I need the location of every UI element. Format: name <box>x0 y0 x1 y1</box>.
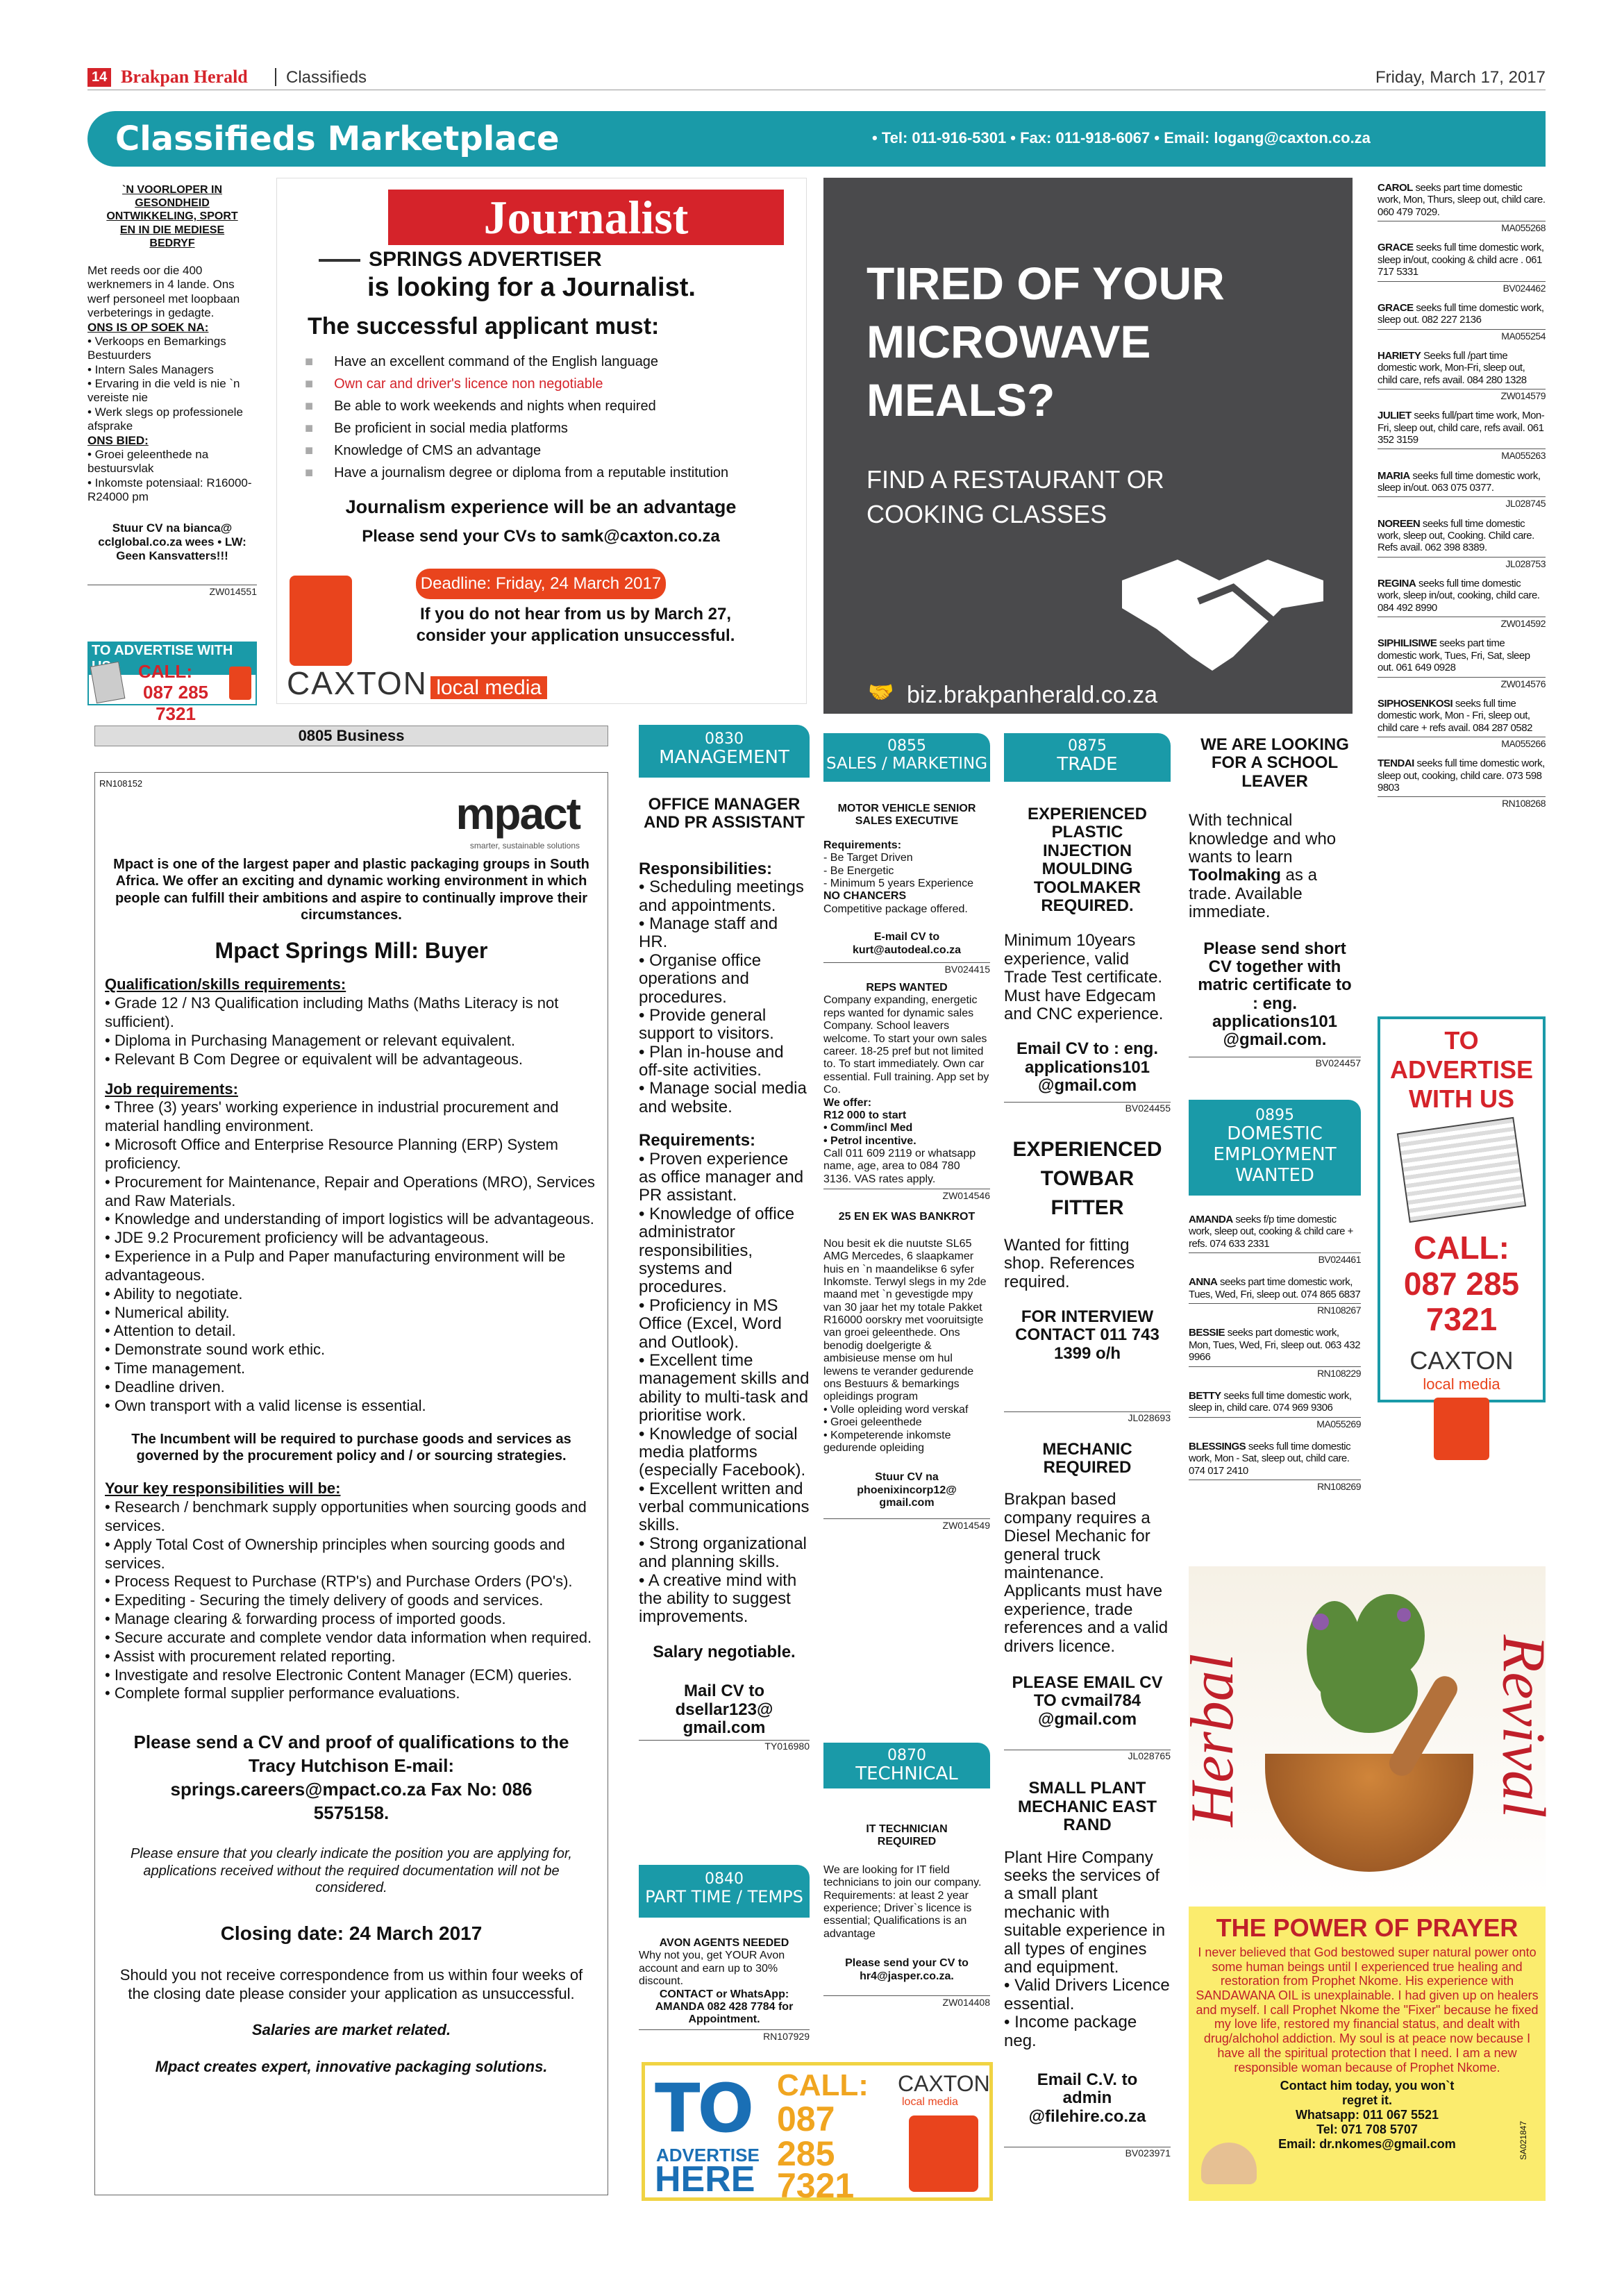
list-item: • Organise office operations and procedures. <box>639 950 762 1007</box>
ad-here: HERE <box>655 2159 755 2199</box>
voorloper-contact: Stuur CV na bianca@ cclglobal.co.za wees • LW: Geen Kansvatters!!! <box>98 521 246 563</box>
list-item: JULIET seeks full/part time work, Mon-Fri, sleep out, child care, refs avail. 061 352 3159 MA055263 <box>1378 410 1546 462</box>
ad-email: E-mail CV to kurt@autodeal.co.za <box>852 931 962 956</box>
list-item: • Volle opleiding word verskaf <box>823 1403 969 1416</box>
microwave-ad <box>823 178 1353 714</box>
list-item: • Income package neg. <box>1004 2013 1137 2050</box>
mpact-correspond: Should you not receive correspondence from us within four weeks of the closing date please consider your application as unsuccessful. <box>119 1966 583 2002</box>
caxton-logo-icon <box>290 576 352 666</box>
offer-head: We offer: <box>823 1096 872 1109</box>
caxton-wordmark <box>287 664 547 702</box>
ad-title: EXPERIENCED TOWBAR FITTER <box>1012 1137 1162 1219</box>
list-item: • Manage staff and HR. <box>639 914 778 952</box>
ad-phone-1: 087 <box>777 2100 835 2138</box>
list-item: • Grade 12 / N3 Qualification including Maths (Maths Literacy is not sufficient). <box>105 994 559 1031</box>
list-item: • Manage social media and website. <box>639 1079 807 1116</box>
voorloper-soek-list <box>87 335 257 434</box>
ad-advertise: ADVERTISE <box>656 2145 760 2165</box>
ad-email: PLEASE EMAIL CV TO cvmail784 @gmail.com <box>1012 1673 1163 1729</box>
list-item: • Procurement for Maintenance, Repair and Operations (MRO), Services and Raw Materials. <box>105 1173 595 1209</box>
resp-head: Responsibilities: <box>639 859 773 878</box>
adv-with: WITH US <box>1409 1084 1514 1113</box>
ad-ref: BV024455 <box>1004 1102 1171 1114</box>
mpact-ad <box>94 772 608 2195</box>
section-sales <box>823 733 990 782</box>
brand-name: Brakpan Herald <box>121 67 248 87</box>
page-number: 14 <box>87 68 111 87</box>
list-item: ■ Be proficient in social media platforms <box>305 421 568 436</box>
ad-title: MECHANIC REQUIRED <box>1042 1439 1132 1477</box>
mpact-logo <box>456 787 580 851</box>
ad-body: Minimum 10years experience, valid Trade Test certificate. Must have Edgecam and CNC experience. <box>1004 931 1164 1023</box>
ad-contact: Please send short CV together with matric certificate to : eng. applications101 @gmail.com. <box>1198 939 1352 1050</box>
section-label: TECHNICAL <box>855 1763 958 1785</box>
list-item: • Relevant B Com Degree or equivalent will be advantageous. <box>105 1050 524 1068</box>
section-number: 0840 <box>705 1870 744 1888</box>
list-item: • Ability to negotiate. <box>105 1284 243 1302</box>
adv-call: CALL: <box>1414 1230 1509 1266</box>
list-item: • Complete formal supplier performance evaluations. <box>105 1684 460 1702</box>
list-item: • Knowledge of social media platforms (especially Facebook). <box>639 1424 806 1480</box>
sales-ads <box>823 803 990 1531</box>
list-item: • JDE 9.2 Procurement proficiency will be advantageous. <box>105 1229 489 1247</box>
req-head: Requirements: <box>639 1131 756 1150</box>
list-item: TENDAI seeks full time domestic work, sleep out, cooking, child care. 073 598 9803 RN108268 <box>1378 757 1546 810</box>
business-section-head: 0805 Business <box>94 726 608 746</box>
ad-body: Wanted for fitting shop. References required. <box>1004 1235 1135 1291</box>
voorloper-ad <box>87 183 257 598</box>
mpact-closing: Closing date: 24 March 2017 <box>220 1922 483 1944</box>
trade-ads <box>1004 805 1171 2159</box>
journalist-notice: If you do not hear from us by March 27, consider your application unsuccessful. <box>416 605 735 646</box>
list-item: • Intern Sales Managers <box>87 362 214 376</box>
list-item: • Manage clearing & forwarding process of imported goods. <box>105 1610 506 1628</box>
list-item: ■ Be able to work weekends and nights when required <box>305 399 656 414</box>
list-item: • Assist with procurement related reporting. <box>105 1647 396 1665</box>
journalist-title: Journalist <box>388 190 784 245</box>
list-item: SIPHOSENKOSI seeks full time domestic work, Mon - Fri, sleep out, child care + refs avail. 084 287 0582 MA055266 <box>1378 697 1546 750</box>
ad-ref: BV024415 <box>823 962 990 975</box>
ad-ref: JL028693 <box>1004 1411 1171 1423</box>
list-item: ■ Knowledge of CMS an advantage <box>305 443 542 458</box>
section-label: SALES / MARKETING <box>826 755 988 773</box>
req-list <box>639 1150 810 1627</box>
list-item: GRACE seeks full time domestic work, sleep in/out, cooking & child acre . 061 717 5331 BV024462 <box>1378 242 1546 294</box>
ad-ref: ZW014549 <box>823 1518 990 1531</box>
small-ad-line1: TO ADVERTISE WITH <box>89 643 256 675</box>
ad-title: SMALL PLANT MECHANIC EAST RAND <box>1017 1779 1157 1835</box>
ad-phone-2: 285 <box>777 2134 835 2173</box>
list-item: • Three (3) years' working experience in industrial procurement and material handling environment. <box>105 1098 559 1135</box>
qual-list <box>105 994 598 1069</box>
list-item: • Excellent written and verbal communications skills. <box>639 1479 810 1535</box>
section-label: DOMESTIC EMPLOYMENT WANTED <box>1213 1123 1337 1187</box>
list-item: • Groei geleenthede na bestuursvlak <box>87 448 209 476</box>
journalist-ad <box>276 178 807 704</box>
ad-ref: ZW014408 <box>823 1995 990 2008</box>
prayer-contact: Contact him today, you won`t regret it. <box>1280 2079 1455 2108</box>
list-item: • Knowledge of office administrator responsibilities, systems and procedures. <box>639 1204 795 1297</box>
herbal-left-text: Herbal <box>1179 1653 1247 1827</box>
mortar-bowl-icon <box>1265 1754 1473 1872</box>
section-trade <box>1004 733 1171 782</box>
microwave-url[interactable]: biz.brakpanherald.co.za <box>907 682 1158 708</box>
small-ad-phone: 087 285 7321 <box>143 682 208 724</box>
ad-ref: RN107929 <box>639 2029 810 2042</box>
list-item: GRACE seeks full time domestic work, sleep out. 082 227 2136 MA055254 <box>1378 301 1546 342</box>
list-item: • Attention to detail. <box>105 1322 236 1340</box>
ad-title: EXPERIENCED PLASTIC INJECTION MOULDING TOOLMAKER REQUIRED. <box>1027 805 1148 915</box>
ad-package: Competitive package offered. <box>823 903 968 915</box>
section-label: MANAGEMENT <box>659 747 789 769</box>
newspaper-icon <box>90 662 126 703</box>
list-item: AMANDA seeks f/p time domestic work, sleep out, cooking & child care + refs. 074 633 2331 BV024461 <box>1189 1214 1361 1266</box>
caxton-logo-icon <box>1434 1398 1489 1460</box>
list-item: NOREEN seeks full time domestic work, sleep out, Cooking. Child care. Refs avail. 062 398 8389. JL028753 <box>1378 517 1546 569</box>
section-number: 0830 <box>705 730 744 748</box>
ad-phone-3: 7321 <box>777 2166 855 2205</box>
section-name: Classifieds <box>286 68 367 87</box>
voorloper-soek-head: ONS IS OP SOEK NA: <box>87 320 209 334</box>
list-item: • Plan in-house and off-site activities. <box>639 1042 784 1080</box>
list-item: • Demonstrate sound work ethic. <box>105 1341 326 1359</box>
office-manager-ad <box>639 796 810 1752</box>
handshake-icon <box>1115 553 1330 678</box>
caxton-local: local media <box>430 676 547 699</box>
ad-title: AVON AGENTS NEEDED <box>659 1937 789 1949</box>
ad-body: Brakpan based company requires a Diesel Mechanic for general truck maintenance. Applicants must have experience, trade references and a valid drivers licence. <box>1004 1490 1169 1656</box>
list-item: • Expediting - Securing the timely delivery of goods and services. <box>105 1591 544 1609</box>
list-item: • Time management. <box>105 1359 246 1377</box>
ad-email: Email CV to : eng. applications101 @gmail.com <box>1016 1039 1159 1096</box>
power-of-prayer-ad <box>1189 1907 1546 2201</box>
ad-contact: Stuur CV na phoenixincorp12@ gmail.com <box>857 1471 957 1509</box>
ad-ref: BV024457 <box>1189 1057 1361 1069</box>
link-icon: 🤝 <box>868 681 894 704</box>
list-item: • Knowledge and understanding of import logistics will be advantageous. <box>105 1210 594 1228</box>
journalist-line1: SPRINGS ADVERTISER <box>369 248 602 271</box>
list-item: • Proven experience as office manager and PR assistant. <box>639 1149 804 1205</box>
ad-title: WE ARE LOOKING FOR A SCHOOL LEAVER <box>1200 735 1349 791</box>
ad-body: With technical knowledge and who wants to learn Toolmaking as a trade. Available immediate. <box>1189 811 1337 922</box>
ad-ref: ZW014546 <box>823 1189 990 1201</box>
ad-email: Email C.V. to admin @filehire.co.za <box>1028 2070 1146 2126</box>
resp-head: Your key responsibilities will be: <box>105 1480 341 1498</box>
list-item: • Numerical ability. <box>105 1303 230 1321</box>
list-item: • Werk slegs op professionele afsprake <box>87 405 243 433</box>
job-head: Job requirements: <box>105 1080 238 1098</box>
section-number: 0870 <box>887 1747 926 1764</box>
microwave-headline: TIRED OF YOUR MICROWAVE MEALS? <box>867 258 1225 426</box>
resp-list <box>639 878 810 1116</box>
list-item: • Deadline driven. <box>105 1377 225 1396</box>
voorloper-title: `N VOORLOPER IN GESONDHEID ONTWIKKELING, SPORT EN IN DIE MEDIESE BEDRYF <box>106 184 238 249</box>
voorloper-bied-list <box>87 448 257 505</box>
it-technician-ad <box>823 1823 990 2008</box>
list-item: • Inkomste potensiaal: R16000-R24000 pm <box>87 476 252 504</box>
section-number: 0875 <box>1068 737 1107 755</box>
prayer-title: THE POWER OF PRAYER <box>1216 1913 1518 1942</box>
mpact-tagline: smarter, sustainable solutions <box>469 841 580 851</box>
list-item: CAROL seeks part time domestic work, Mon, Thurs, sleep out, child care. 060 479 7029. MA055268 <box>1378 182 1546 234</box>
ad-title: IT TECHNICIAN REQUIRED <box>866 1823 948 1848</box>
ad-contact: Please send your CV to hr4@jasper.co.za. <box>845 1957 969 1982</box>
list-item: • Provide general support to visitors. <box>639 1005 774 1044</box>
list-item: ANNA seeks part time domestic work, Tues, Wed, Fri, sleep out. 074 865 6837 RN108267 <box>1189 1276 1361 1316</box>
list-item: • Investigate and resolve Electronic Content Manager (ECM) queries. <box>105 1666 572 1684</box>
advertise-with-us-ad <box>1378 1016 1546 1402</box>
no-chancers: NO CHANCERS <box>823 890 907 903</box>
mail-cv: Mail CV to dsellar123@ gmail.com <box>675 1682 773 1737</box>
small-ad-call: CALL: <box>138 661 192 682</box>
journalist-deadline: Deadline: Friday, 24 March 2017 <box>416 569 666 599</box>
classifieds-banner <box>87 111 1546 167</box>
ad-contact: FOR INTERVIEW CONTACT 011 743 1399 o/h <box>1015 1307 1160 1363</box>
banner-title: Classifieds Marketplace <box>115 119 560 158</box>
list-item: REGINA seeks full time domestic work, sleep in/out, cooking, child care. 084 492 8990 ZW014592 <box>1378 578 1546 630</box>
job-list <box>105 1098 598 1415</box>
caxton-logo-icon <box>229 667 251 700</box>
ad-call: Call 011 609 2119 or whatsapp name, age, area to 084 780 3136. VAS rates apply. <box>823 1148 976 1185</box>
caxton-local: local media <box>1423 1375 1500 1393</box>
mpact-intro: Mpact is one of the largest paper and plastic packaging groups in South Africa. We offer an exciting and dynamic working environment in which people can fulfill their ambitions and aspire to continually improve their circumstances. <box>113 856 589 923</box>
journalist-requirements <box>305 351 805 484</box>
list-item: SIPHILISIWE seeks part time domestic work, Tues, Fri, Sat, sleep out. 061 649 0928 ZW014576 <box>1378 637 1546 689</box>
domestic-wanted-list <box>1189 1214 1361 1492</box>
header-divider <box>275 68 276 86</box>
advertise-here-ad <box>642 2062 993 2205</box>
list-item: • Ervaring in die veld is nie `n vereiste nie <box>87 377 240 405</box>
mpact-creates: Mpact creates expert, innovative packaging solutions. <box>155 2058 548 2076</box>
resp-list <box>105 1498 598 1703</box>
page-header <box>87 65 1546 90</box>
list-item: R12 000 to start <box>823 1109 907 1121</box>
list-item: • A creative mind with the ability to suggest improvements. <box>639 1570 797 1627</box>
list-item: • Comm/incl Med <box>823 1122 913 1134</box>
adv-phone: 087 285 7321 <box>1403 1266 1520 1337</box>
journalist-send: Please send your CVs to samk@caxton.co.za <box>362 527 720 546</box>
ad-ref: JL028765 <box>1004 1750 1171 1761</box>
section-label: TRADE <box>1057 754 1118 776</box>
avon-ad <box>639 1937 810 2042</box>
caxton-logo-icon <box>909 2115 978 2192</box>
ad-ref: BV023971 <box>1004 2147 1171 2159</box>
banner-contact: • Tel: 011-916-5301 • Fax: 011-918-6067 • Email: logang@caxton.co.za <box>872 129 1371 146</box>
req-head: Requirements: <box>823 839 902 851</box>
section-number: 0855 <box>887 737 926 755</box>
list-item: BLESSINGS seeks full time domestic work, Mon - Sat, sleep out, child care. 074 017 2410 RN108269 <box>1189 1440 1361 1493</box>
list-item: • Petrol incentive. <box>823 1134 916 1147</box>
list-item: • Verkoops en Bemarkings Bestuurders <box>87 334 226 362</box>
list-item: ■ Have an excellent command of the English language <box>305 354 659 369</box>
list-item: • Experience in a Pulp and Paper manufacturing environment will be advantageous. <box>105 1248 566 1284</box>
journalist-line2: is looking for a Journalist. <box>367 273 696 302</box>
voorloper-bied-head: ONS BIED: <box>87 433 149 447</box>
caxton-name: CAXTON <box>1409 1346 1514 1375</box>
adv-to: TO <box>1444 1026 1479 1055</box>
section-parttime <box>639 1865 810 1918</box>
prayer-email: Email: dr.nkomes@gmail.com <box>1278 2137 1456 2152</box>
list-item: • Excellent time management skills and ability to multi-task and prioritise work. <box>639 1350 810 1425</box>
list-item: - Be Energetic <box>823 864 894 877</box>
list-item: • Diploma in Purchasing Management or relevant equivalent. <box>105 1031 516 1049</box>
section-management <box>639 725 810 778</box>
list-item: • Secure accurate and complete vendor data information when required. <box>105 1628 592 1646</box>
list-item: • Groei geleenthede <box>823 1416 922 1429</box>
ad-title: 25 EN EK WAS BANKROT <box>838 1211 976 1223</box>
prayer-whatsapp: Whatsapp: 011 067 5521 <box>1295 2108 1439 2122</box>
newspaper-icon <box>1397 1117 1526 1223</box>
school-leaver-ad <box>1189 736 1361 1069</box>
ad-to: TO <box>655 2070 752 2147</box>
list-item: • Microsoft Office and Enterprise Resource Planning (ERP) System proficiency. <box>105 1136 558 1172</box>
ad-call: CALL: <box>777 2068 869 2102</box>
mpact-salaries: Salaries are market related. <box>251 2021 451 2039</box>
qual-head: Qualification/skills requirements: <box>105 975 346 994</box>
mpact-ensure: Please ensure that you clearly indicate the position you are applying for, applications received without the required documentation will not be considered. <box>131 1846 572 1896</box>
section-technical <box>823 1743 990 1788</box>
list-item: • Process Request to Purchase (RTP's) and Purchase Orders (PO's). <box>105 1573 573 1591</box>
list-item: BESSIE seeks part domestic work, Mon, Tues, Wed, Fri, sleep out. 063 432 9966 RN108229 <box>1189 1327 1361 1379</box>
ad-ref: ZW014551 <box>87 585 257 598</box>
herbal-right-text: Revival <box>1489 1634 1557 1818</box>
salary: Salary negotiable. <box>653 1642 796 1661</box>
ad-body: Company expanding, energetic reps wanted for dynamic sales Company. School leavers welcome. To start your own sales career. 18-25 pref but not limited to. To start immediately. Own car essential. Full training. App set by Co. <box>823 994 989 1096</box>
voorloper-intro: Met reeds oor die 400 werknemers in 4 lande. Ons werf personeel met loopbaan verbeterings in gedagte. <box>87 263 240 320</box>
caxton-name: CAXTON <box>287 665 428 701</box>
journalist-advantage: Journalism experience will be an advantage <box>345 496 737 517</box>
ad-ref: SA021847 <box>1518 2120 1528 2161</box>
ad-body: We are looking for IT field technicians to join our company. Requirements: at least 2 year experience; Driver`s licence is essential; Qualifications is an advantage <box>823 1863 982 1940</box>
list-item: - Be Target Driven <box>823 852 913 864</box>
list-item: • Research / benchmark supply opportunities when sourcing goods and services. <box>105 1498 587 1534</box>
ad-body: Nou besit ek die nuutste SL65 AMG Mercedes, 6 slaapkamer huis en `n maandelikse 6 syfer Inkomste. Terwyl slegs in my 2de maand met `n gevestigde mpy van 30 jaar het my totale Pakket R16000 oorskry met vooruitsigte van groei geleenthede. Ons benodig doelgerigte & ambisieuse mense om hul lewens te verander gedurende ons Bestuurs & bemarkings opleidings program <box>823 1237 987 1403</box>
prayer-tel: Tel: 071 708 5707 <box>1316 2122 1418 2137</box>
list-item: • Scheduling meetings and appointments. <box>639 878 804 915</box>
domestic-list <box>1378 182 1546 810</box>
caxton-local: local media <box>902 2096 958 2108</box>
list-item: • Kompeterende inkomste gedurende opleiding <box>823 1429 951 1454</box>
issue-date: Friday, March 17, 2017 <box>1375 68 1546 87</box>
ad-title: MOTOR VEHICLE SENIOR SALES EXECUTIVE <box>837 803 976 828</box>
list-item: MARIA seeks full time domestic work, sleep in/out. 063 075 0377. JL028745 <box>1378 469 1546 510</box>
journalist-must: The successful applicant must: <box>308 313 660 340</box>
list-item: • Own transport with a valid license is essential. <box>105 1396 426 1414</box>
prayer-body: I never believed that God bestowed super natural power onto some human beings until I experienced true healing and restoration from Prophet Nkome. His experience with SANDAWANA OIL is unexplainable. I had given up on healers and myself. I call Prophet Nkome the "Fixer" because he fixed my love life, restored my financial status, and dealt with drug/alchohol addiction. My soul is at peace now because I have all the spiritual protection that I need. I am a new responsible woman because of Prophet Nkome. <box>1196 1945 1539 2075</box>
mpact-send: Please send a CV and proof of qualifications to the Tracy Hutchison E-mail: springs.careers@mpact.co.za Fax No: 086 5575158. <box>133 1732 569 1823</box>
mpact-incumbent: The Incumbent will be required to purchase goods and services as governed by the procurement policy and / or sourcing strategies. <box>131 1431 571 1464</box>
list-item: HARIETY Seeks full /part time domestic work, Mon-Fri, sleep out, child care, refs avail. 084 280 1328 ZW014579 <box>1378 349 1546 401</box>
mpact-title: Mpact Springs Mill: Buyer <box>215 938 488 964</box>
ad-contact: CONTACT or WhatsApp: AMANDA 082 428 7784 for Appointment. <box>655 1988 794 2026</box>
ad-body: Plant Hire Company seeks the services of a small plant mechanic with suitable experience in all types of engines and equipment. <box>1004 1847 1166 1977</box>
adv-advertise: ADVERTISE <box>1389 1055 1534 1084</box>
herbal-revival-ad <box>1179 1566 1557 1897</box>
list-item: • Proficiency in MS Office (Excel, Word and Outlook). <box>639 1296 782 1352</box>
list-item: - Minimum 5 years Experience <box>823 877 974 889</box>
section-domestic-wanted <box>1189 1100 1361 1196</box>
list-item: • Valid Drivers Licence essential. <box>1004 1976 1170 2013</box>
list-item: • Apply Total Cost of Ownership principles when sourcing goods and services. <box>105 1535 565 1572</box>
section-label: PART TIME / TEMPS <box>645 1887 803 1907</box>
small-advertise-ad <box>87 642 257 724</box>
ad-body: Why not you, get YOUR Avon account and earn up to 30% discount. <box>639 1950 785 1988</box>
section-number: 0895 <box>1255 1107 1294 1124</box>
caxton-name: CAXTON <box>898 2071 990 2096</box>
list-item: ■ Have a journalism degree or diploma from a reputable institution <box>305 465 729 480</box>
ad-ref: RN108152 <box>99 778 143 789</box>
list-item: • Strong organizational and planning skills. <box>639 1534 807 1572</box>
list-item: ■ Own car and driver's licence non negotiable <box>305 376 603 392</box>
ad-title: REPS WANTED <box>866 982 948 994</box>
mpact-logo-text: mpact <box>455 789 580 839</box>
list-item: BETTY seeks full time domestic work, sleep in, child care. 074 969 9306 MA055269 <box>1189 1389 1361 1430</box>
ad-title: OFFICE MANAGER AND PR ASSISTANT <box>643 795 805 832</box>
ad-ref: TY016980 <box>639 1740 810 1752</box>
microwave-sub: FIND A RESTAURANT OR COOKING CLASSES <box>867 465 1164 528</box>
title-rule <box>319 259 360 262</box>
